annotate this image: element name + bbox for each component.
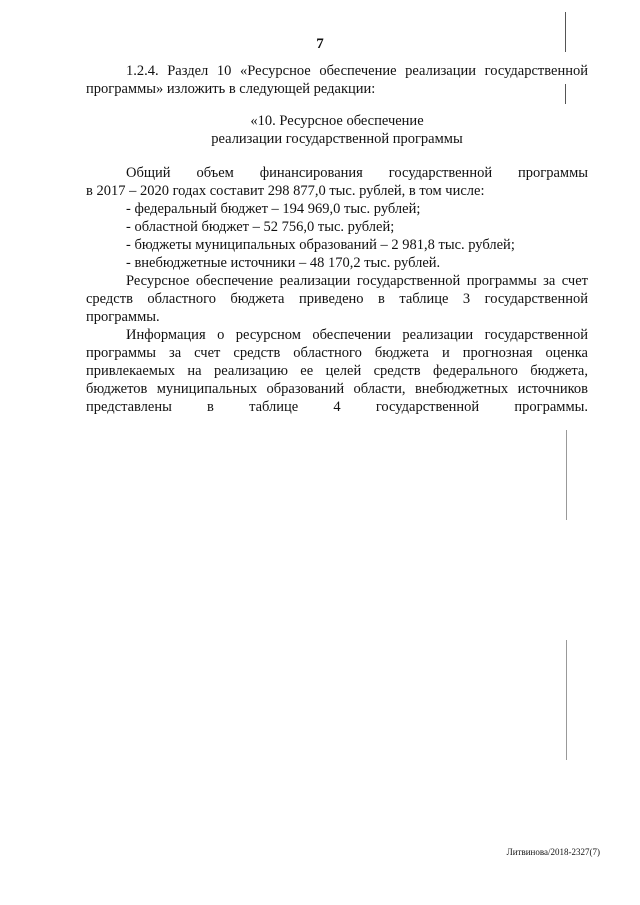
- footer-document-code: Литвинова/2018-2327(7): [506, 847, 600, 857]
- section-instruction: 1.2.4. Раздел 10 «Ресурсное обеспечение реализации государственной программы» изложить в следующей редакции:: [86, 63, 588, 97]
- paragraph-regional-budget: Ресурсное обеспечение реализации государственной программы за счет средств областного бюджета приведено в таблице 3 государственной программы.: [86, 273, 588, 325]
- paragraph-resource-info: Информация о ресурсном обеспечении реализации государственной программы за счет средств областного бюджета и прогнозная оценка привлекаемых на реализацию ее целей средств федерального бюджета, бюджетов муниципальных образований области, внебюджетных источников представлены в таблице 4 государственной программы.: [86, 327, 588, 415]
- heading-line-2: реализации государственной программы: [211, 131, 463, 147]
- margin-scan-line: [566, 640, 567, 760]
- page-number: 7: [316, 36, 324, 52]
- funding-item-extrabudgetary: - внебюджетные источники – 48 170,2 тыс. рублей.: [126, 255, 441, 271]
- heading-line-1: «10. Ресурсное обеспечение: [250, 113, 424, 129]
- total-funding-line-2: в 2017 – 2020 годах составит 298 877,0 тыс. рублей, в том числе:: [86, 183, 485, 199]
- funding-item-regional: - областной бюджет – 52 756,0 тыс. рублей;: [126, 219, 395, 235]
- total-funding-line-1: Общий объем финансирования государственной программы: [126, 165, 588, 181]
- funding-item-federal: - федеральный бюджет – 194 969,0 тыс. рублей;: [126, 201, 421, 217]
- funding-item-municipal: - бюджеты муниципальных образований – 2 981,8 тыс. рублей;: [126, 237, 515, 253]
- margin-scan-line: [566, 430, 567, 520]
